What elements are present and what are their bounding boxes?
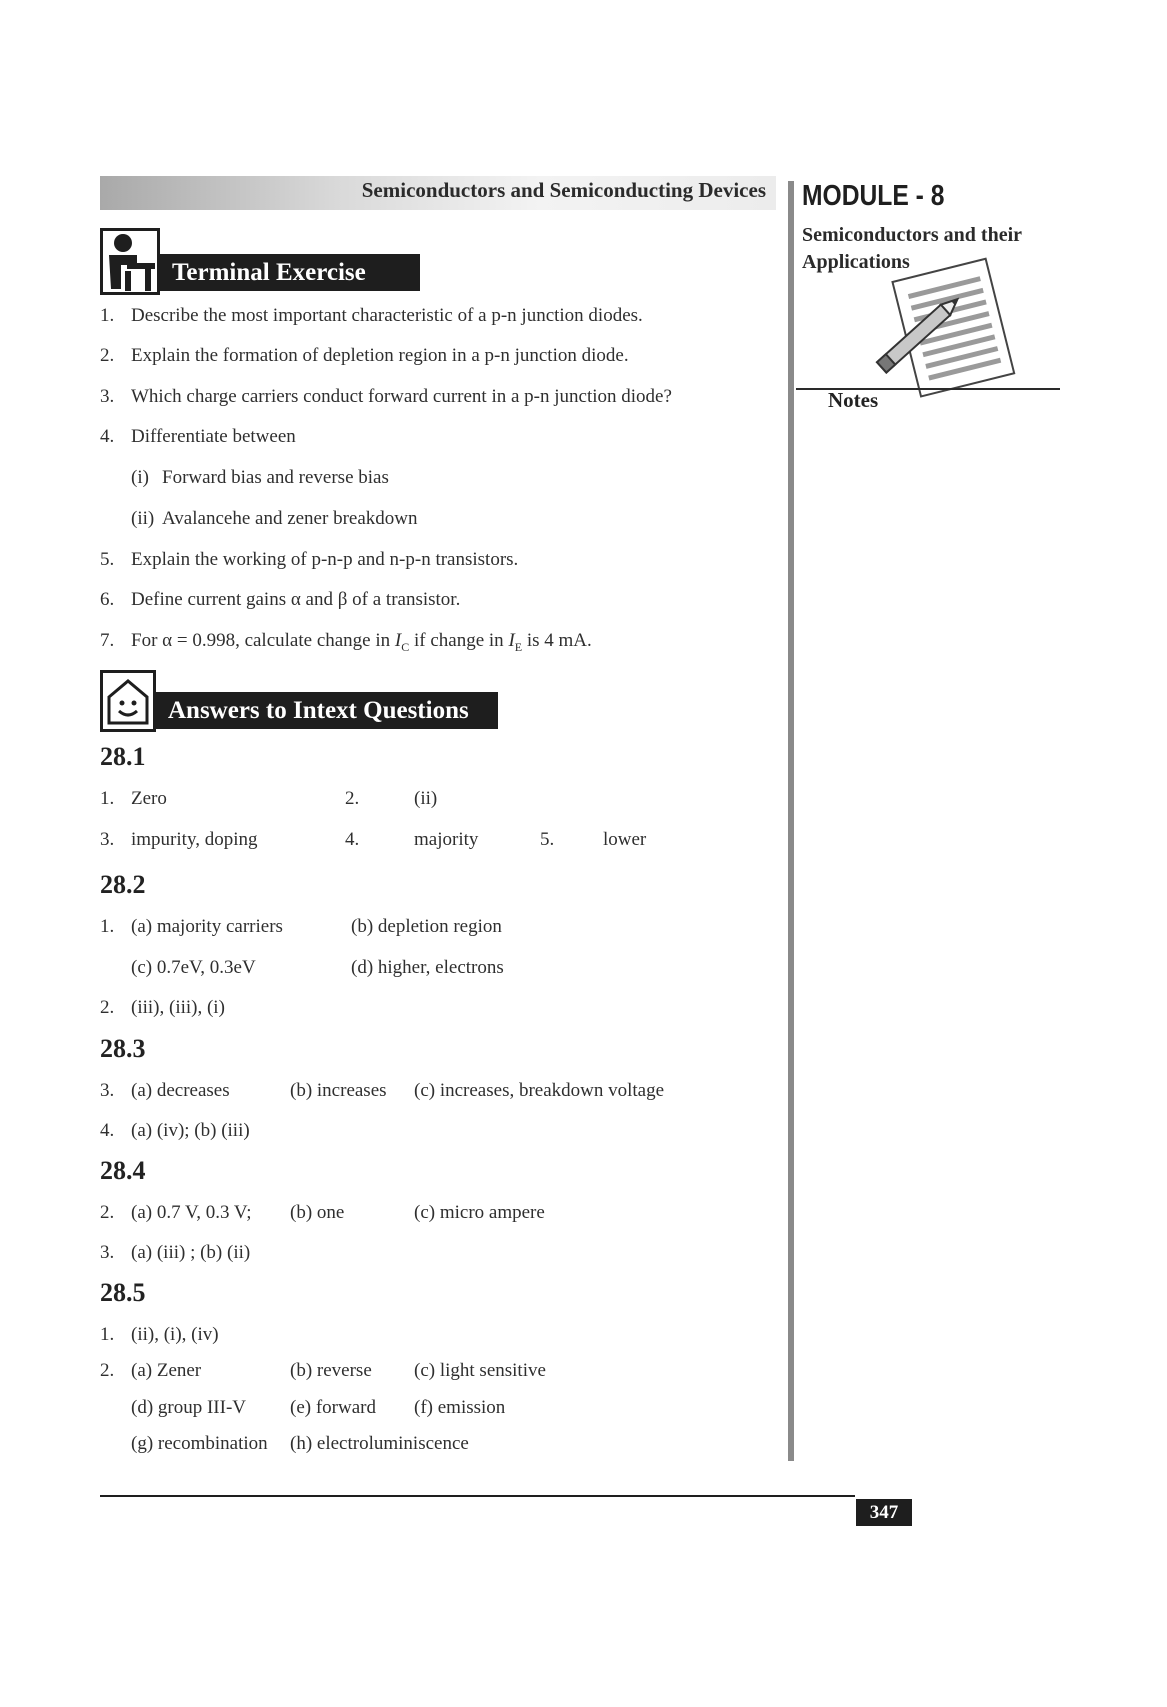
section-28-2-title: 28.2	[100, 870, 146, 899]
running-header-title: Semiconductors and Semiconducting Devices	[361, 178, 766, 202]
footer-rule	[100, 1495, 855, 1497]
question-5: 5. Explain the working of p-n-p and n-p-n transistors.	[100, 549, 519, 570]
question-4-ii: (ii) Avalancehe and zener breakdown	[131, 508, 418, 529]
notes-pencil-icon	[868, 256, 1018, 406]
page-number: 347	[856, 1499, 912, 1526]
section-28-5-title: 28.5	[100, 1278, 146, 1307]
question-7: 7. For α = 0.998, calculate change in $I_C$ if change in $I_E$ is 4 mA.	[100, 630, 592, 654]
running-header	[100, 176, 776, 210]
question-6: 6. Define current gains α and β of a transistor.	[100, 589, 461, 610]
module-title: MODULE - 8	[802, 180, 945, 212]
question-2: 2. Explain the formation of depletion region in a p-n junction diode.	[100, 345, 629, 366]
question-1: 1. Describe the most important characteristic of a p-n junction diodes.	[100, 305, 643, 326]
smiley-house-icon	[100, 670, 156, 732]
answers-heading: Answers to Intext Questions	[156, 692, 498, 729]
question-4: 4. Differentiate between	[100, 426, 296, 447]
sidebar-divider	[788, 181, 794, 1461]
student-desk-icon	[100, 228, 160, 295]
section-28-1-title: 28.1	[100, 742, 146, 771]
question-4-i: (i) Forward bias and reverse bias	[131, 467, 389, 488]
terminal-exercise-heading: Terminal Exercise	[160, 254, 420, 291]
section-28-3-title: 28.3	[100, 1034, 146, 1063]
question-3: 3. Which charge carriers conduct forward current in a p-n junction diode?	[100, 386, 672, 407]
notes-label: Notes	[828, 388, 879, 412]
section-28-4-title: 28.4	[100, 1156, 146, 1185]
module-subtitle: Semiconductors and their Applications	[802, 224, 1022, 273]
